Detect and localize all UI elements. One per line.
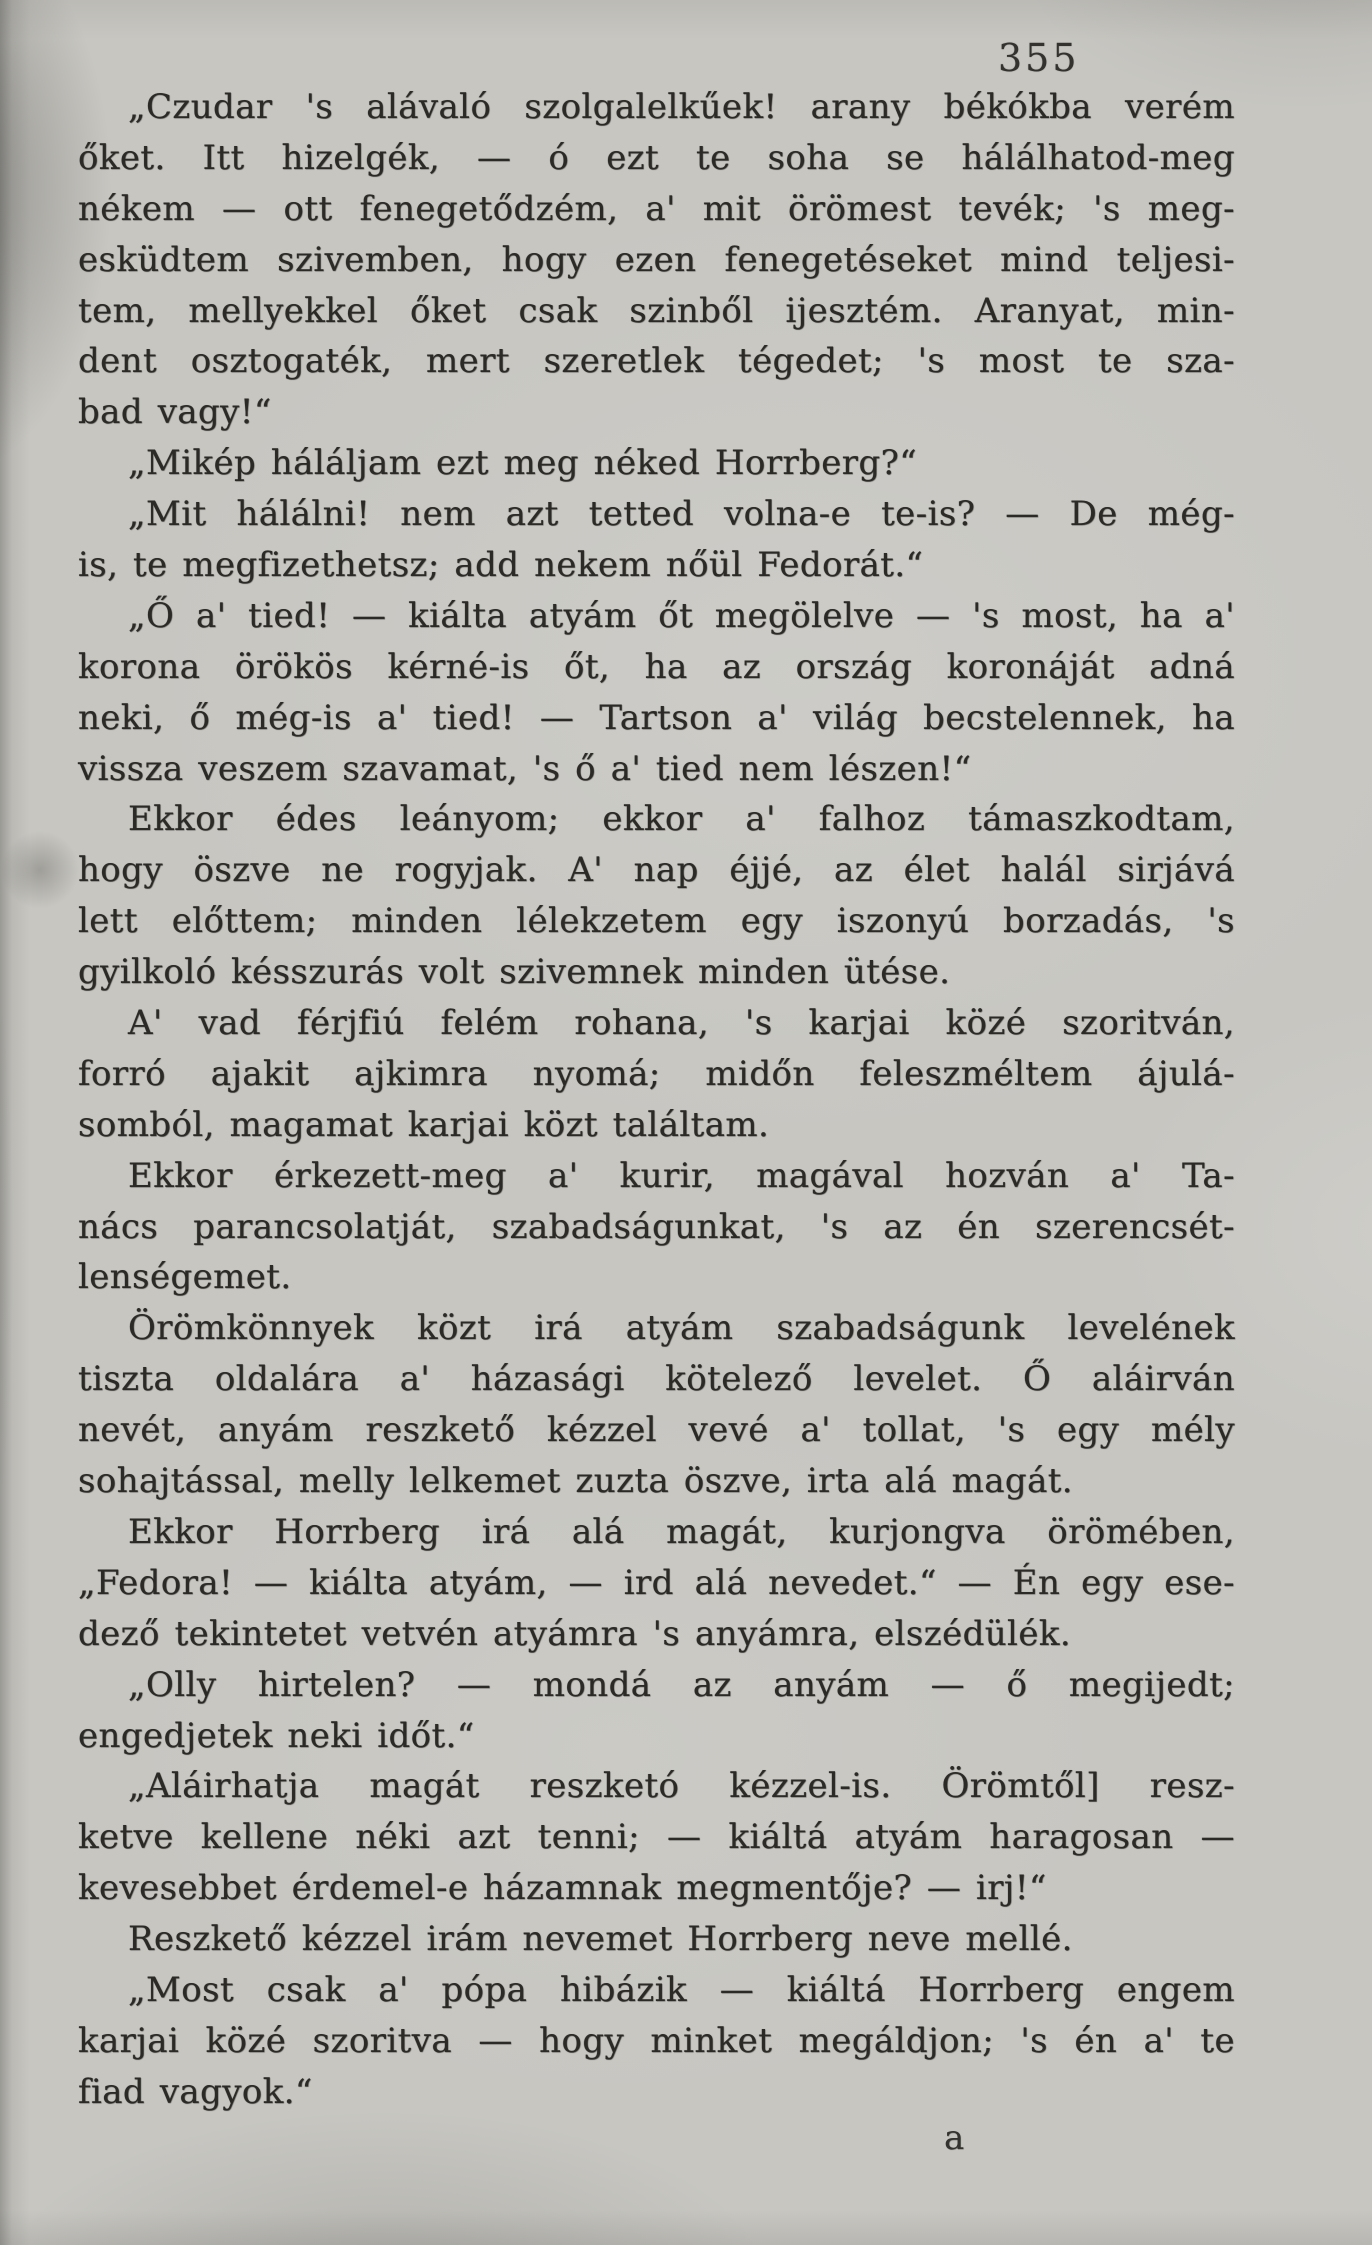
text-line: „Czudar 's alávaló szolgalelkűek! arany békókba verém <box>128 87 1235 127</box>
text-line: „Mikép háláljam ezt meg néked Horrberg?“ <box>128 443 918 484</box>
text-line: tiszta oldalára a' házasági kötelező levelet. Ő aláirván <box>78 1359 1235 1400</box>
text-line: korona örökös kérné-is őt, ha az ország koronáját adná <box>78 646 1235 687</box>
text-line: nevét, anyám reszkető kézzel vevé a' tollat, 's egy mély <box>78 1410 1235 1451</box>
text-line: Ekkor Horrberg irá alá magát, kurjongva örömében, <box>128 1511 1235 1552</box>
text-block <box>78 82 1235 2118</box>
text-line: lett előttem; minden lélekzetem egy iszonyú borzadás, 's <box>78 901 1235 942</box>
text-line: bad vagy!“ <box>78 392 272 433</box>
text-line: „Mit hálálni! nem azt tetted volna-e te-is? — De még- <box>128 494 1235 535</box>
text-line: ketve kellene néki azt tenni; — kiáltá atyám haragosan — <box>78 1817 1235 1858</box>
text-line: nács parancsolatját, szabadságunkat, 's az én szerencsét- <box>78 1206 1235 1247</box>
text-line: A' vad férjfiú felém rohana, 's karjai közé szoritván, <box>128 1003 1235 1044</box>
page-number: 355 <box>998 36 1080 80</box>
text-line: „Fedora! — kiálta atyám, — ird alá nevedet.“ — Én egy ese- <box>78 1562 1235 1603</box>
text-line: dent osztogaték, mert szeretlek tégedet; 's most te sza- <box>78 341 1235 382</box>
text-line: engedjetek neki időt.“ <box>78 1715 475 1756</box>
text-line: hogy öszve ne rogyjak. A' nap éjjé, az élet halál sirjává <box>78 850 1235 891</box>
text-line: sohajtással, melly lelkemet zuzta öszve, irta alá magát. <box>78 1461 1074 1502</box>
text-line: Reszkető kézzel irám nevemet Horrberg neve mellé. <box>128 1919 1073 1960</box>
text-line: tem, mellyekkel őket csak szinből ijesztém. Aranyat, min- <box>78 290 1235 331</box>
text-line: gyilkoló késszurás volt szivemnek minden ütése. <box>78 952 951 993</box>
text-line: is, te megfizethetsz; add nekem nőül Fedorát.“ <box>78 545 924 586</box>
catchword: a <box>944 2118 965 2158</box>
text-line: somból, magamat karjai közt találtam. <box>78 1104 770 1145</box>
text-line: „Ő a' tied! — kiálta atyám őt megölelve — 's most, ha a' <box>128 595 1235 636</box>
text-line: Örömkönnyek közt irá atyám szabadságunk levelének <box>128 1308 1235 1349</box>
text-line: esküdtem szivemben, hogy ezen fenegetéseket mind teljesi- <box>78 239 1235 280</box>
text-line: „Olly hirtelen? — mondá az anyám — ő megijedt; <box>128 1664 1235 1705</box>
text-line: lenségemet. <box>78 1257 292 1298</box>
text-line: őket. Itt hizelgék, — ó ezt te soha se hálálhatod-meg <box>78 137 1235 178</box>
text-line: Ekkor édes leányom; ekkor a' falhoz támaszkodtam, <box>128 799 1235 840</box>
text-line: forró ajakit ajkimra nyomá; midőn feleszméltem ájulá- <box>78 1053 1235 1094</box>
text-line: vissza veszem szavamat, 's ő a' tied nem lészen!“ <box>78 748 972 789</box>
text-line: nékem — ott fenegetődzém, a' mit örömest tevék; 's meg- <box>78 188 1235 229</box>
text-line: neki, ő még-is a' tied! — Tartson a' világ becstelennek, ha <box>78 697 1235 738</box>
text-line: fiad vagyok.“ <box>78 2071 313 2112</box>
text-line: „Aláirhatja magát reszketó kézzel-is. Örömtől] resz- <box>128 1766 1235 1807</box>
text-line: dező tekintetet vetvén atyámra 's anyámra, elszédülék. <box>78 1613 1072 1654</box>
text-line: „Most csak a' pópa hibázik — kiáltá Horrberg engem <box>128 1969 1235 2010</box>
text-line: karjai közé szoritva — hogy minket megáldjon; 's én a' te <box>78 2020 1235 2061</box>
text-line: Ekkor érkezett-meg a' kurir, magával hozván a' Ta- <box>128 1155 1235 1196</box>
text-line: kevesebbet érdemel-e házamnak megmentője? — irj!“ <box>78 1868 1047 1909</box>
